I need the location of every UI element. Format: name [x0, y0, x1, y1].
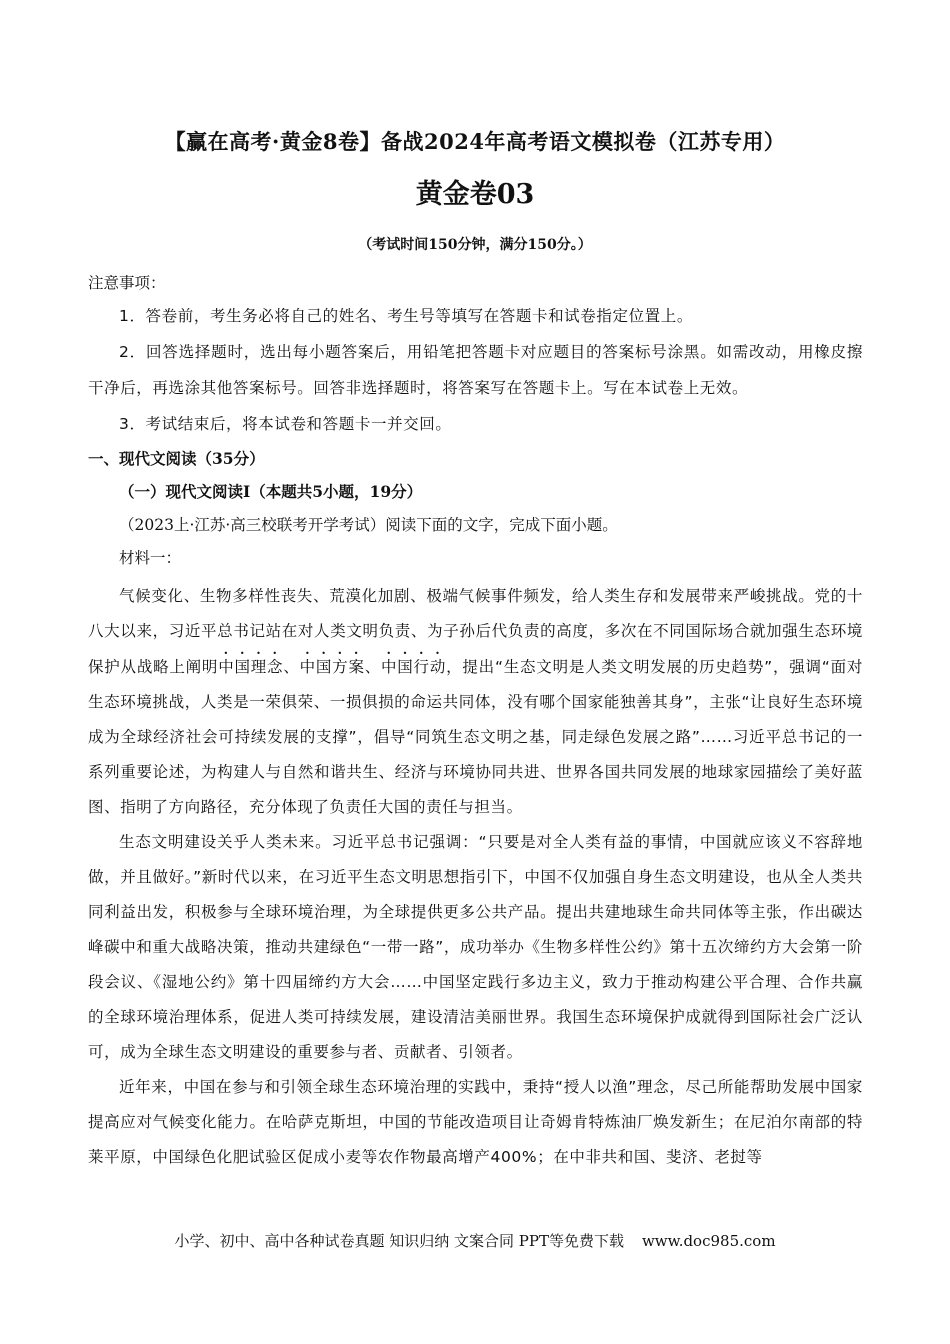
paragraph-3: 近年来，中国在参与和引领全球生态环境治理的实践中，秉持“授人以渔”理念，尽己所能帮助发展中国家提高应对气候变化能力。在哈萨克斯坦，中国的节能改造项目让奇姆肯特炼油厂焕发新生；在尼泊尔南部的特莱平原，中国绿色化肥试验区促成小麦等农作物最高增产400%；在中非共和国、斐济、老挝等	[88, 1078, 863, 1166]
paper-title: 黄金卷03	[415, 179, 535, 210]
question-source: （2023上·江苏·高三校联考开学考试）阅读下面的文字，完成下面小题。	[119, 516, 618, 534]
paragraph-2: 生态文明建设关乎人类未来。习近平总书记强调：“只要是对全人类有益的事情，中国就应该义不容辞地做，并且做好。”新时代以来，在习近平生态文明思想指引下，中国不仅加强自身生态文明建设，也从全人类共同利益出发，积极参与全球环境治理，为全球提供更多公共产品。提出共建地球生命共同体等主张，作出碳达峰碳中和重大战略决策，推动共建绿色“一带一路”，成功举办《生物多样性公约》第十五次缔约方大会第一阶段会议、《湿地公约》第十四届缔约方大会……中国坚定践行多边主义，致力于推动构建公平合理、合作共赢的全球环境治理体系，促进人类可持续发展，建设清洁美丽世界。我国生态环境保护成就得到国际社会广泛认可，成为全球生态文明建设的重要参与者、贡献者、引领者。	[88, 833, 863, 1061]
emphasis-term: 中国理念	[218, 658, 284, 676]
exam-series-title: 【赢在高考·黄金8卷】备战2024年高考语文模拟卷（江苏专用）	[164, 129, 786, 154]
document-body	[88, 268, 863, 1175]
section-heading: 一、现代文阅读（35分）	[88, 449, 265, 468]
material-label: 材料一：	[119, 549, 182, 567]
notice-item-1: 1．答卷前，考生务必将自己的姓名、考生号等填写在答题卡和试卷指定位置上。	[119, 307, 693, 325]
exam-time-info: （考试时间150分钟，满分150分。）	[358, 237, 592, 253]
notice-item-3: 3．考试结束后，将本试卷和答题卡一并交回。	[119, 415, 452, 433]
page-footer	[0, 1230, 950, 1251]
emphasis-term: 中国行动	[381, 658, 447, 676]
footer-text: 小学、初中、高中各种试卷真题 知识归纳 文案合同 PPT等免费下载	[174, 1232, 624, 1250]
paragraph-1: 气候变化、生物多样性丧失、荒漠化加剧、极端气候事件频发，给人类生存和发展带来严峻挑战。党的十八大以来，习近平总书记站在对人类文明负责、为子孙后代负责的高度，多次在不同国际场合就加强生态环境保护从战略上阐明中国理念、中国方案、中国行动，提出“生态文明是人类文明发展的历史趋势”，强调“面对生态环境挑战，人类是一荣俱荣、一损俱损的命运共同体，没有哪个国家能独善其身”，主张“让良好生态环境成为全球经济社会可持续发展的支撑”，倡导“同筑生态文明之基，同走绿色发展之路”……习近平总书记的一系列重要论述，为构建人与自然和谐共生、经济与环境协同共进、世界各国共同发展的地球家园描绘了美好蓝图、指明了方向路径，充分体现了负责任大国的责任与担当。	[88, 587, 863, 816]
reading-passage	[88, 579, 863, 1175]
subsection-heading: （一）现代文阅读Ⅰ（本题共5小题，19分）	[119, 482, 423, 501]
notice-item-2: 2．回答选择题时，选出每小题答案后，用铅笔把答题卡对应题目的答案标号涂黑。如需改动，用橡皮擦干净后，再选涂其他答案标号。回答非选择题时，将答案写在答题卡上。写在本试卷上无效。	[88, 343, 863, 397]
notice-list	[88, 298, 863, 442]
footer-link[interactable]: www.doc985.com	[641, 1232, 776, 1250]
notice-heading: 注意事项：	[88, 274, 166, 292]
emphasis-term: 中国方案	[299, 658, 365, 676]
